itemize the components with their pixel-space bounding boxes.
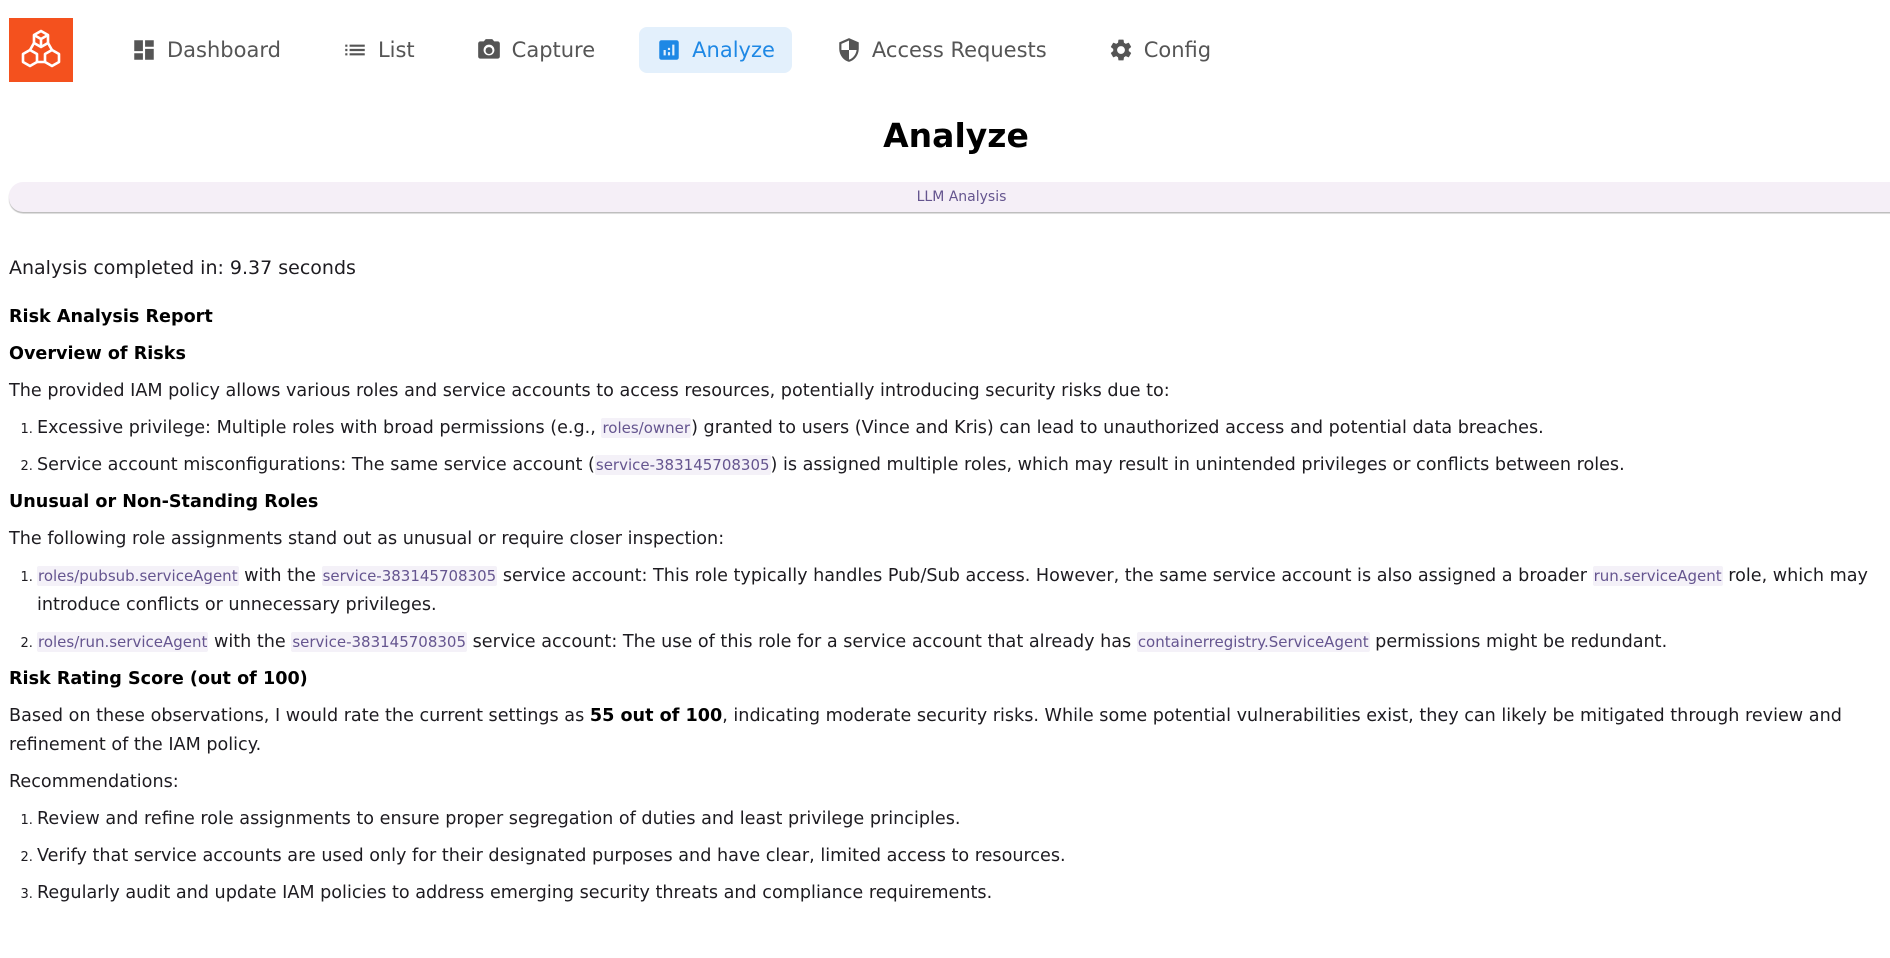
list-item-text: with the [208,632,292,652]
list-item-text: with the [238,566,322,586]
list-item: 1. Review and refine role assignments to ensure proper segregation of duties and least privilege principles. [37,805,1884,834]
list-item-text: role, which may introduce conflicts or unnecessary privileges. [37,566,1868,615]
report-title: Risk Analysis Report [9,307,213,327]
cube-logo-icon [18,27,64,73]
gear-icon [1108,37,1134,63]
nav-dashboard-label: Dashboard [167,38,281,62]
nav-capture-label: Capture [511,38,596,62]
list-item-text: ) is assigned multiple roles, which may result in unintended privileges or conflicts between roles. [770,455,1625,475]
role-code: roles/owner [602,419,691,437]
recommendations-list [9,805,1884,908]
top-navigation-bar [0,0,1890,96]
service-account-code: service-383145708305 [322,567,497,585]
app-logo[interactable] [9,18,73,82]
nav-list-label: List [377,38,415,62]
tab-llm-analysis-label: LLM Analysis [916,189,1007,205]
service-account-code: service-383145708305 [595,456,770,474]
nav-capture[interactable] [459,27,613,73]
analytics-icon [656,37,682,63]
list-item [37,451,1884,480]
analysis-report [9,254,1884,916]
score-value: 55 out of 100 [589,706,723,726]
list-item-text: service account: The use of this role for a service account that already has [467,632,1137,652]
score-text: , indicating moderate security risks. While some potential vulnerabilities exist, they can likely be mitigated through review and refinement of the IAM policy. [9,706,1842,755]
nav-config-label: Config [1143,38,1212,62]
recommendations-heading: Recommendations: [9,772,179,792]
service-account-code: service-383145708305 [292,633,467,651]
unusual-list [9,562,1884,657]
nav-config[interactable] [1091,27,1228,73]
nav-access-requests[interactable] [819,27,1064,73]
page-title: Analyze [883,116,1029,156]
overview-intro: The provided IAM policy allows various roles and service accounts to access resources, potentially introducing security risks due to: [9,381,1170,401]
nav-access-requests-label: Access Requests [871,38,1047,62]
camera-icon [476,37,502,63]
list-item-text: permissions might be redundant. [1369,632,1668,652]
unusual-heading: Unusual or Non-Standing Roles [9,492,319,512]
list-item [37,562,1884,620]
nav-analyze[interactable] [639,27,792,73]
list-item [37,628,1884,657]
list-item: 3. Regularly audit and update IAM policies to address emerging security threats and compliance requirements. [37,879,1884,908]
tab-llm-analysis[interactable] [9,182,1890,212]
list-item-text: Excessive privilege: Multiple roles with broad permissions (e.g., [37,418,602,438]
score-text: Based on these observations, I would rate the current settings as [9,706,590,726]
nav-analyze-label: Analyze [692,38,775,62]
analysis-timing: Analysis completed in: 9.37 seconds [9,257,356,279]
list-item [37,414,1884,443]
unusual-intro: The following role assignments stand out as unusual or require closer inspection: [9,529,725,549]
overview-heading: Overview of Risks [9,344,186,364]
list-item-text: Service account misconfigurations: The same service account ( [37,455,595,475]
role-code: roles/run.serviceAgent [38,633,208,651]
list-item-text: service account: This role typically handles Pub/Sub access. However, the same service account is also assigned a broader [497,566,1593,586]
role-code: containerregistry.ServiceAgent [1137,633,1369,651]
dashboard-icon [131,37,157,63]
role-code: roles/pubsub.serviceAgent [38,567,238,585]
main-nav [114,27,1255,73]
overview-list [9,414,1884,480]
list-item-text: ) granted to users (Vince and Kris) can lead to unauthorized access and potential data breaches. [691,418,1544,438]
score-heading: Risk Rating Score (out of 100) [9,669,308,689]
nav-list[interactable] [325,27,432,73]
nav-dashboard[interactable] [114,27,298,73]
shield-icon [836,37,862,63]
list-icon [342,37,368,63]
score-paragraph [9,702,1884,760]
role-code: run.serviceAgent [1593,567,1722,585]
list-item: 2. Verify that service accounts are used only for their designated purposes and have clear, limited access to resources. [37,842,1884,871]
